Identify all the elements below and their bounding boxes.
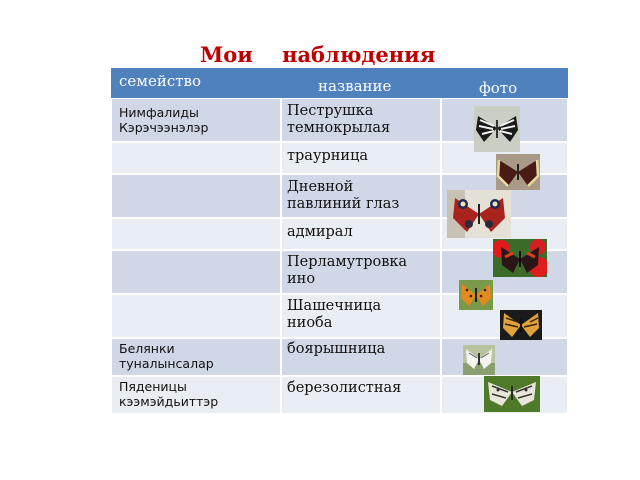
red-admiral-on-flower-photo (493, 239, 547, 277)
butterfly-name: Перламутровка ино (287, 254, 408, 287)
butterfly-name: Шашечница ниоба (287, 298, 382, 331)
butterfly-name: Пеструшка темнокрылая (287, 103, 391, 136)
family-cell (111, 250, 281, 294)
butterfly-name: березолистная (287, 380, 402, 396)
mourning-cloak-butterfly-photo (496, 154, 540, 190)
family-label: Пяденицы кээмэйдьиттэр (119, 379, 219, 409)
photo-cell (441, 338, 568, 376)
orange-checkerspot-photo (500, 310, 542, 340)
header-name: название (318, 77, 392, 95)
family-cell (111, 142, 281, 174)
butterfly-name: адмирал (287, 224, 353, 240)
page-title: Мои наблюдения (200, 42, 436, 67)
butterfly-name: боярышница (287, 341, 386, 357)
family-cell (111, 218, 281, 250)
white-butterfly-photo (463, 345, 495, 375)
family-cell (111, 294, 281, 338)
family-label: Белянки туналынсалар (119, 341, 214, 371)
butterfly-name: Дневной павлиний глаз (287, 179, 400, 212)
header-family: семейство (119, 72, 201, 90)
family-cell (111, 174, 281, 218)
butterfly-name: траурница (287, 148, 369, 164)
peacock-butterfly-photo (447, 190, 511, 238)
geometer-moth-photo (484, 376, 540, 412)
orange-fritillary-photo (459, 280, 493, 310)
family-label: Нимфалиды Кэрэчээнэлэр (119, 105, 209, 135)
header-photo: фото (479, 79, 518, 97)
table-header (111, 68, 568, 98)
black-white-butterfly-photo (474, 106, 520, 152)
